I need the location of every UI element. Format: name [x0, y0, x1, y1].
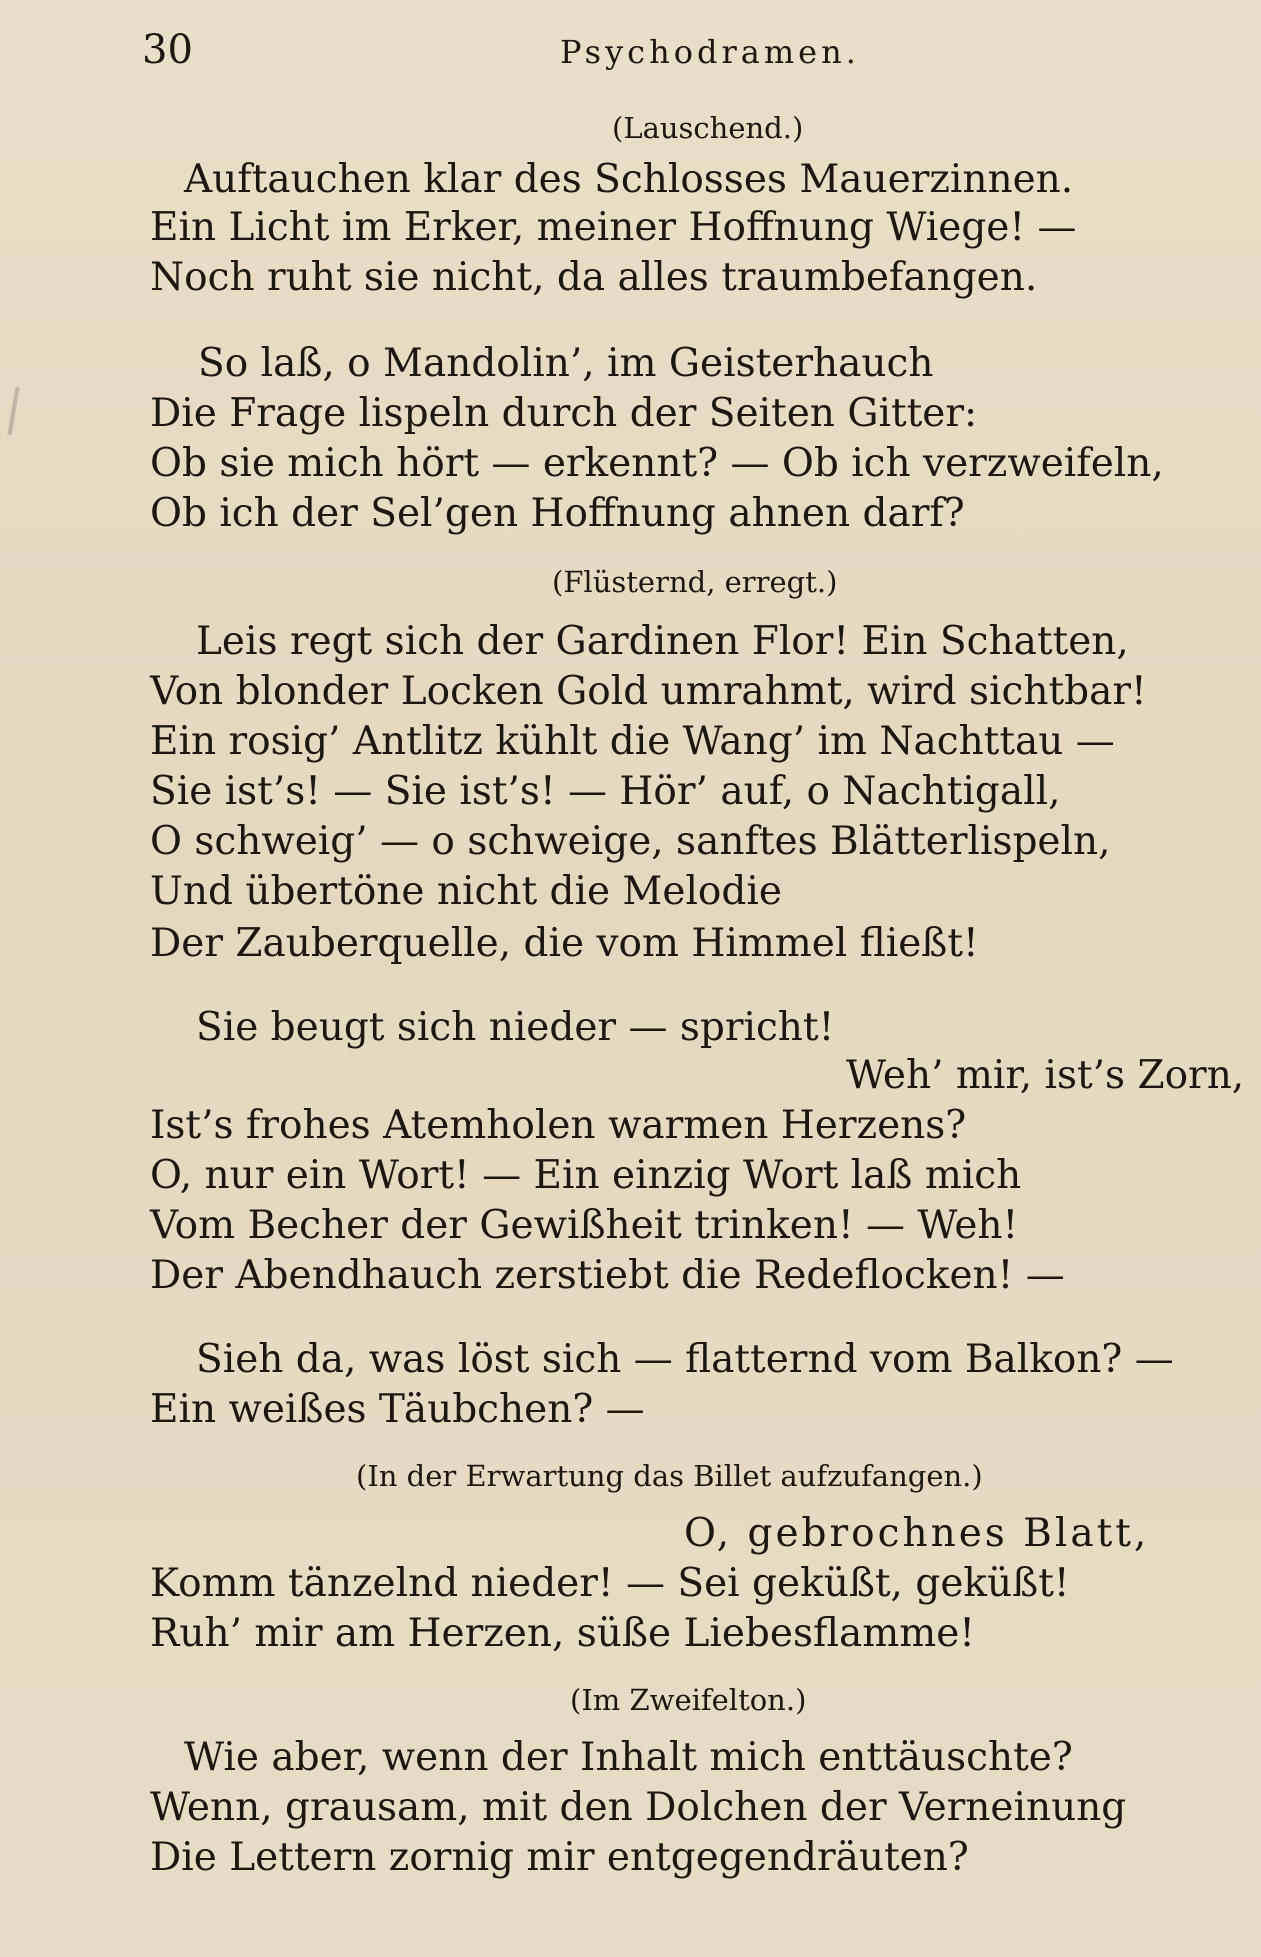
verse-line: Wenn, grausam, mit den Dolchen der Verneinung	[150, 1785, 1127, 1830]
verse-line: Sieh da, was löst sich — flatternd vom Balkon? —	[196, 1337, 1174, 1382]
verse-line: Vom Becher der Gewißheit trinken! — Weh!	[150, 1203, 1019, 1248]
verse-line: Ob sie mich hört — erkennt? — Ob ich verzweifeln,	[150, 441, 1164, 486]
verse-line: Komm tänzelnd nieder! — Sei geküßt, geküßt!	[150, 1561, 1070, 1606]
verse-line: Die Lettern zornig mir entgegendräuten?	[150, 1835, 969, 1880]
stage-direction: (Flüsternd, erregt.)	[552, 565, 838, 599]
verse-line: Ein Licht im Erker, meiner Hoffnung Wiege! —	[150, 205, 1077, 250]
verse-line: Die Frage lispeln durch der Seiten Gitter:	[150, 391, 978, 436]
pencil-margin-mark: /	[0, 377, 28, 444]
verse-line: Ruh’ mir am Herzen, süße Liebesflamme!	[150, 1611, 975, 1656]
verse-line: Ein rosig’ Antlitz kühlt die Wang’ im Nachttau —	[150, 719, 1115, 764]
verse-line: Der Zauberquelle, die vom Himmel fließt!	[150, 921, 979, 966]
verse-line: Noch ruht sie nicht, da alles traumbefangen.	[150, 255, 1038, 300]
verse-line: O schweig’ — o schweige, sanftes Blätterlispeln,	[150, 819, 1111, 864]
verse-line: Leis regt sich der Gardinen Flor! Ein Schatten,	[196, 619, 1129, 664]
page-number: 30	[142, 27, 193, 73]
verse-line: So laß, o Mandolin’, im Geisterhauch	[198, 341, 934, 386]
verse-line: Von blonder Locken Gold umrahmt, wird sichtbar!	[150, 669, 1147, 714]
verse-line: Weh’ mir, ist’s Zorn,	[846, 1053, 1245, 1098]
stage-direction: (In der Erwartung das Billet aufzufangen.)	[356, 1459, 983, 1493]
stage-direction: (Im Zweifelton.)	[570, 1683, 807, 1717]
verse-line: O, gebrochnes Blatt,	[684, 1511, 1150, 1556]
verse-line: Auftauchen klar des Schlosses Mauerzinnen.	[184, 157, 1074, 202]
verse-line: Ist’s frohes Atemholen warmen Herzens?	[150, 1103, 967, 1148]
verse-line: Ob ich der Sel’gen Hoffnung ahnen darf?	[150, 491, 965, 536]
verse-line: Und übertöne nicht die Melodie	[150, 869, 782, 914]
verse-line: Wie aber, wenn der Inhalt mich enttäuschte?	[184, 1735, 1073, 1780]
verse-line: Ein weißes Täubchen? —	[150, 1387, 645, 1432]
verse-line: Sie beugt sich nieder — spricht!	[196, 1005, 835, 1050]
verse-line: Sie ist’s! — Sie ist’s! — Hör’ auf, o Nachtigall,	[150, 769, 1061, 814]
verse-line: O, nur ein Wort! — Ein einzig Wort laß mich	[150, 1153, 1022, 1198]
verse-line: Der Abendhauch zerstiebt die Redeflocken! —	[150, 1253, 1065, 1298]
stage-direction: (Lauschend.)	[612, 111, 804, 145]
running-title: Psychodramen.	[560, 33, 860, 71]
